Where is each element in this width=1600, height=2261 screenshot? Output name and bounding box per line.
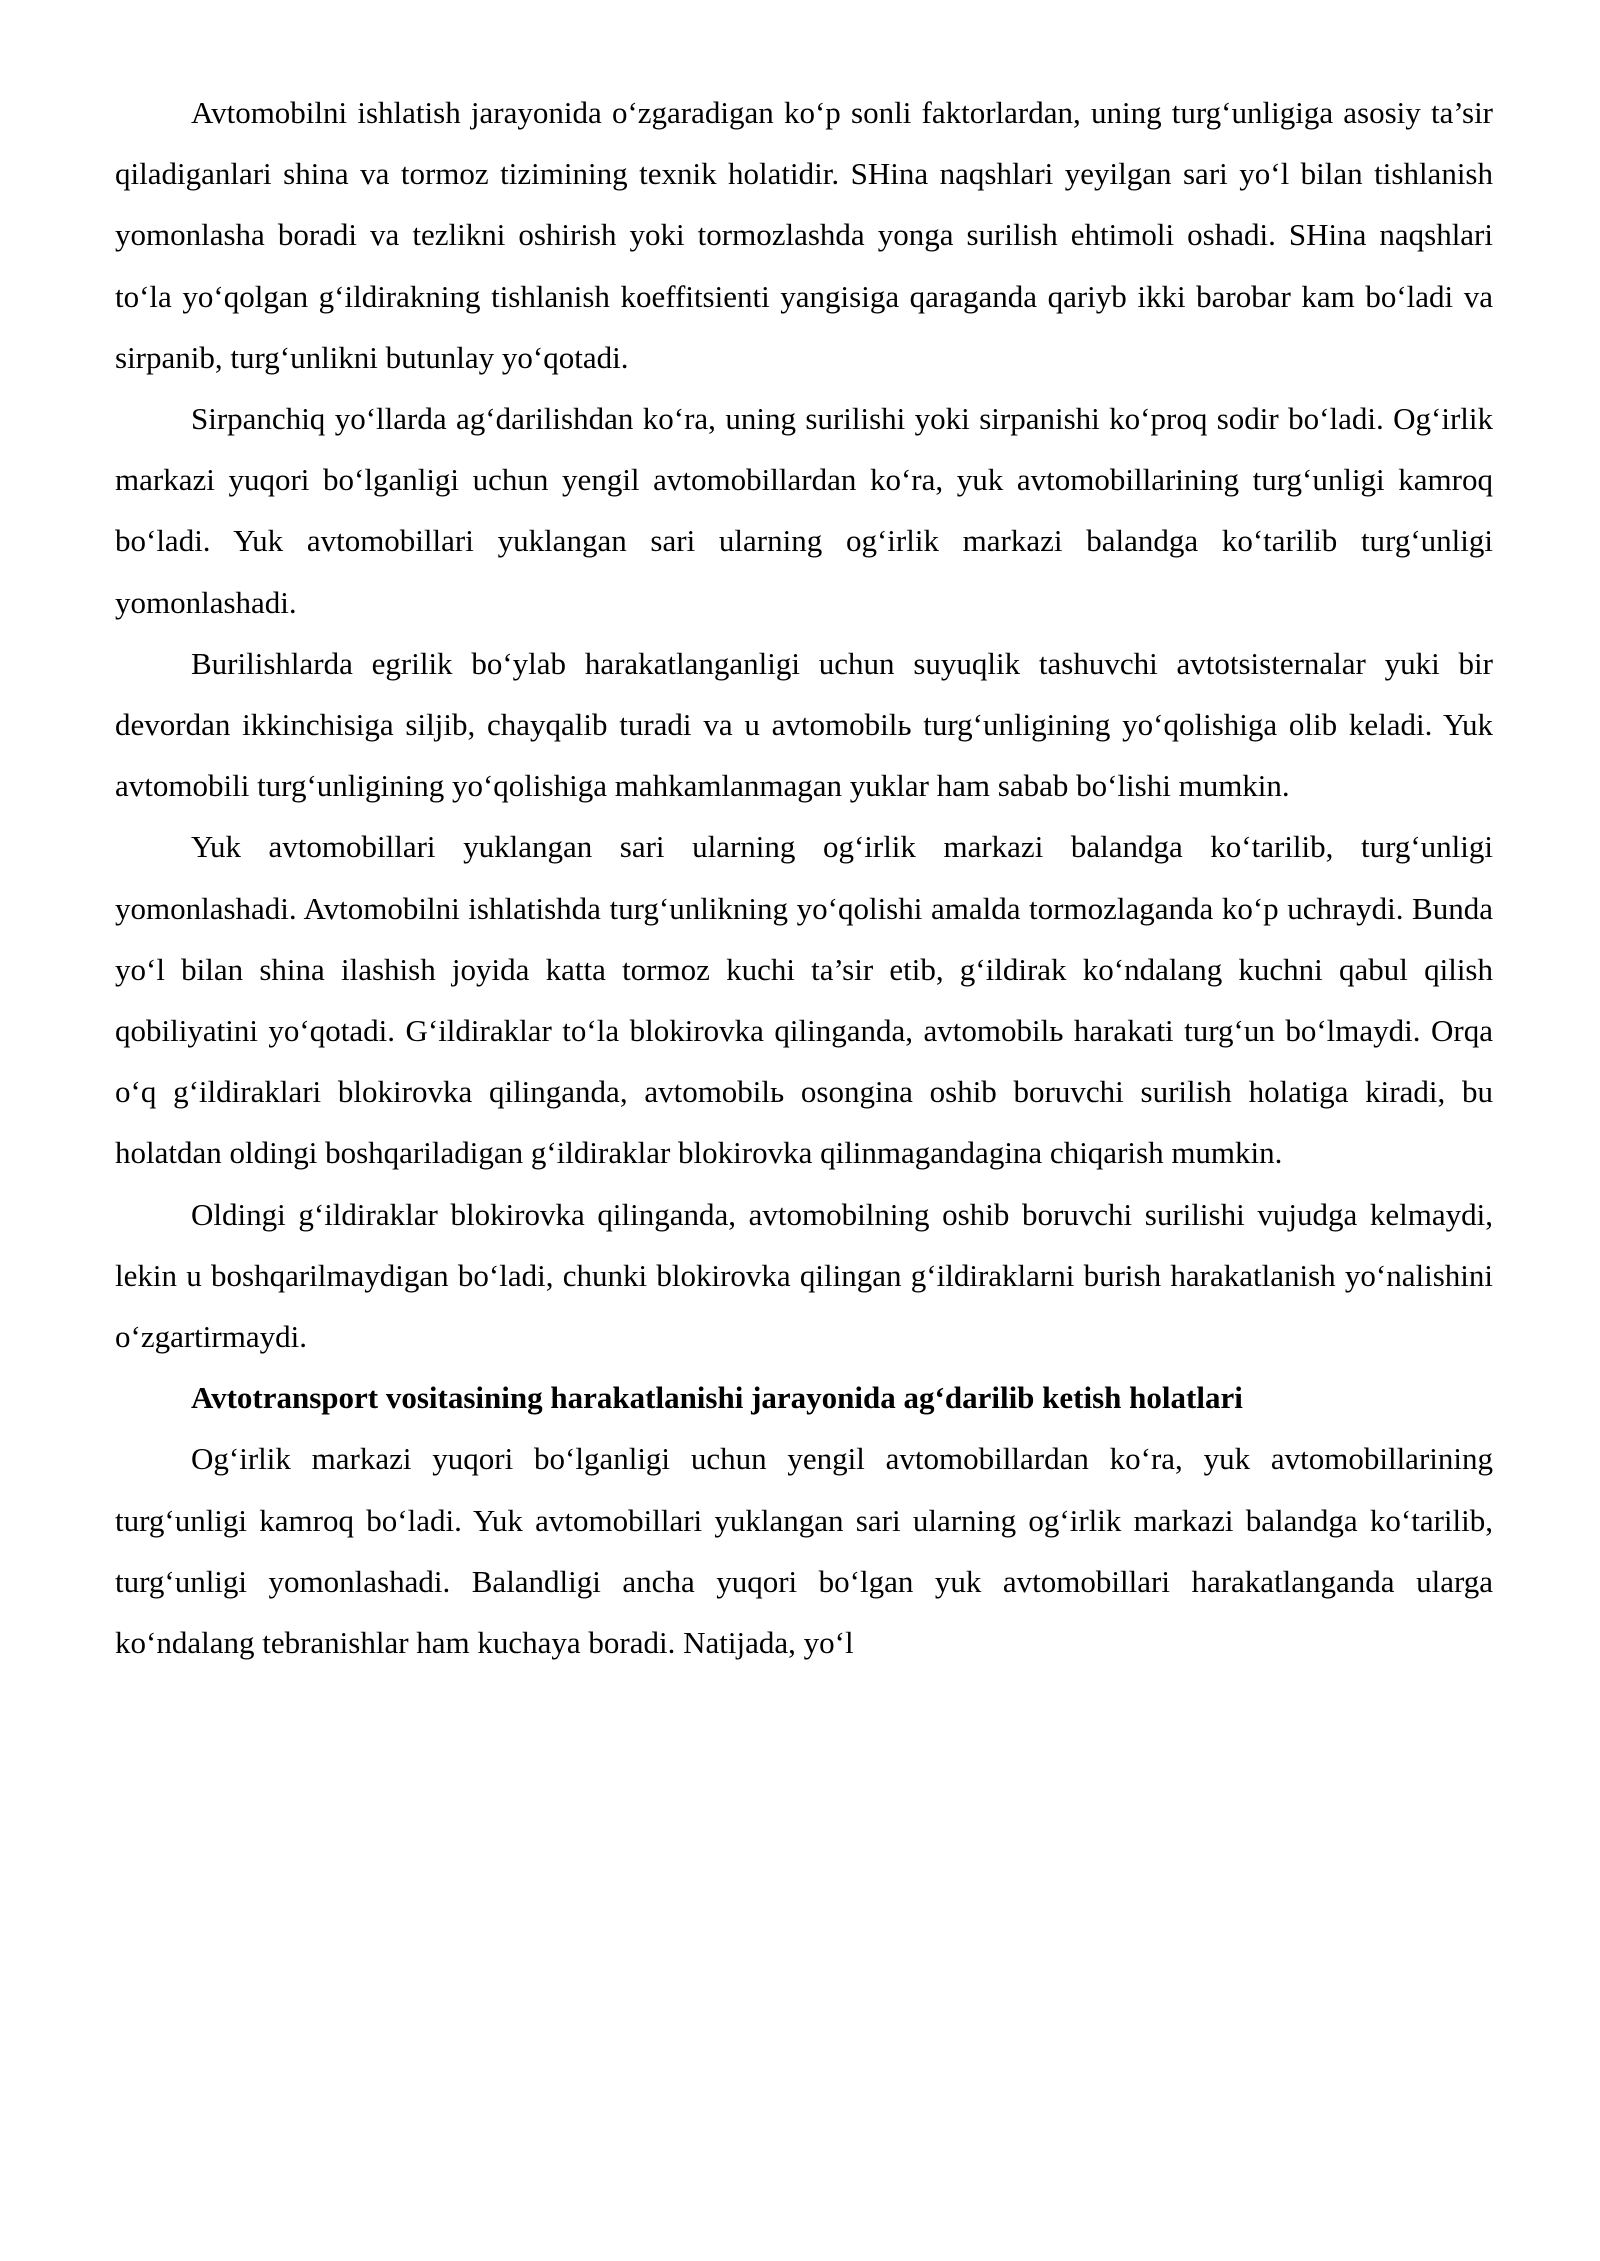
paragraph-tire-brake-condition: Avtomobilni ishlatish jarayonida o‘zgaradigan ko‘p sonli faktorlardan, uning turg‘unligiga asosiy ta’sir qiladiganlari shina va tormoz tizimining texnik holatidir. SHina naqshlari yeyilgan sari yo‘l bilan tishlanish yomonlasha boradi va tezlikni oshirish yoki tormozlashda yonga surilish ehtimoli oshadi. SHina naqshlari to‘la yo‘qolgan g‘ildirakning tishlanish koeffitsienti yangisiga qaraganda qariyb ikki barobar kam bo‘ladi va sirpanib, turg‘unlikni butunlay yo‘qotadi. [115,95,1493,375]
document-body [115,82,1493,1673]
paragraph-tanker-turns: Burilishlarda egrilik bo‘ylab harakatlanganligi uchun suyuqlik tashuvchi avtotsisternalar yuki bir devordan ikkinchisiga siljib, chayqalib turadi va u avtomobilь turg‘unligining yo‘qolishiga olib keladi. Yuk avtomobili turg‘unligining yo‘qolishiga mahkamlanmagan yuklar ham sabab bo‘lishi mumkin. [115,645,1493,804]
section-heading: Avtotransport vositasining harakatlanishi jarayonida ag‘darilib ketish holatlari [191,1380,1243,1416]
paragraph-center-of-gravity: Og‘irlik markazi yuqori bo‘lganligi uchun yengil avtomobillardan ko‘ra, yuk avtomobillarining turg‘unligi kamroq bo‘ladi. Yuk avtomobillari yuklangan sari ularning og‘irlik markazi balandga ko‘tarilib, turg‘unligi yomonlashadi. Balandligi ancha yuqori bo‘lgan yuk avtomobillari harakatlanganda ularga ko‘ndalang tebranishlar ham kuchaya boradi. Natijada, yo‘l [115,1441,1493,1661]
paragraph-slippery-roads: Sirpanchiq yo‘llarda ag‘darilishdan ko‘ra, uning surilishi yoki sirpanishi ko‘proq sodir bo‘ladi. Og‘irlik markazi yuqori bo‘lganligi uchun yengil avtomobillardan ko‘ra, yuk avtomobillarining turg‘unligi kamroq bo‘ladi. Yuk avtomobillari yuklangan sari ularning og‘irlik markazi balandga ko‘tarilib turg‘unligi yomonlashadi. [115,401,1493,620]
paragraph-front-wheel-blocking: Oldingi g‘ildiraklar blokirovka qilinganda, avtomobilning oshib boruvchi surilishi vujudga kelmaydi, lekin u boshqarilmaydigan bo‘ladi, chunki blokirovka qilingan g‘ildiraklarni burish harakatlanish yo‘nalishini o‘zgartirmaydi. [115,1196,1493,1355]
paragraph-wheel-blocking: Yuk avtomobillari yuklangan sari ularning og‘irlik markazi balandga ko‘tarilib, turg‘unligi yomonlashadi. Avtomobilni ishlatishda turg‘unlikning yo‘qolishi amalda tormozlaganda ko‘p uchraydi. Bunda yo‘l bilan shina ilashish joyida katta tormoz kuchi ta’sir etib, g‘ildirak ko‘ndalang kuchni qabul qilish qobiliyatini yo‘qotadi. G‘ildiraklar to‘la blokirovka qilinganda, avtomobilь harakati turg‘un bo‘lmaydi. Orqa o‘q g‘ildiraklari blokirovka qilinganda, avtomobilь osongina oshib boruvchi surilish holatiga kiradi, bu holatdan oldingi boshqariladigan g‘ildiraklar blokirovka qilinmagandagina chiqarish mumkin. [115,829,1493,1171]
